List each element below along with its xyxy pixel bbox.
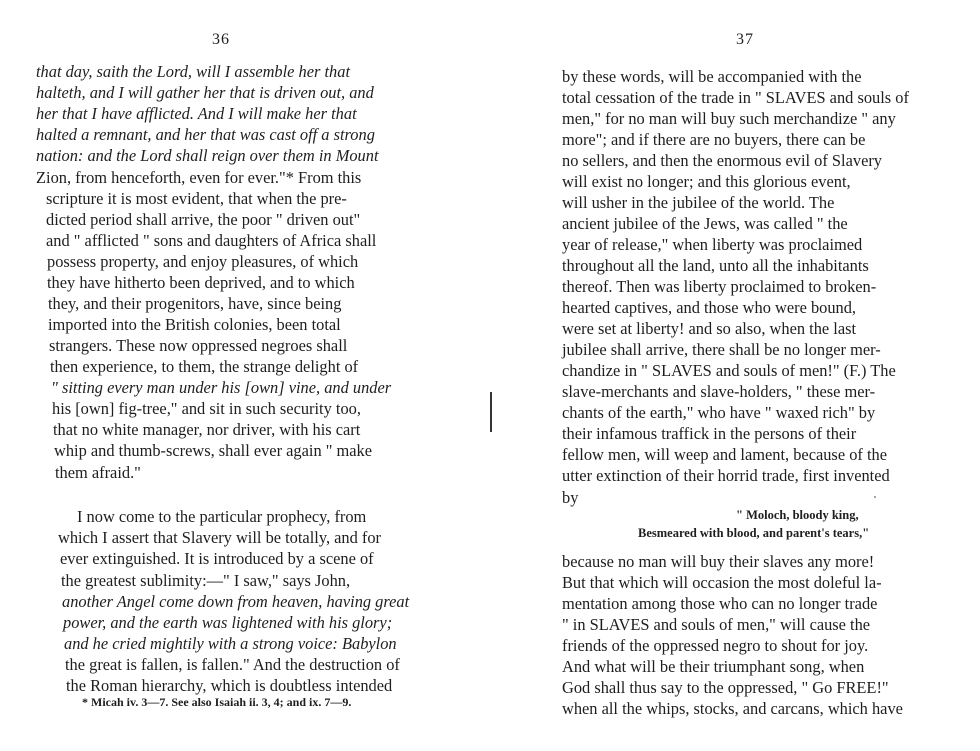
text-line: mentation among those who can no longer trade [562, 594, 878, 613]
text-line: men," for no man will buy such merchandize " any [562, 109, 896, 128]
text-line: no sellers, and then the enormous evil of Slavery [562, 151, 882, 170]
text-line: utter extinction of their horrid trade, first invented [562, 466, 890, 485]
text-line: they have hitherto been deprived, and to which [47, 273, 355, 292]
text-line: his [own] fig-tree," and sit in such security too, [52, 399, 361, 418]
text-line: ancient jubilee of the Jews, was called " the [562, 214, 848, 233]
text-line: halted a remnant, and her that was cast off a strong [36, 125, 375, 144]
text-line: power, and the earth was lightened with his glory; [63, 613, 393, 632]
text-line: hearted captives, and those who were bound, [562, 298, 857, 317]
text-line: friends of the oppressed negro to shout for joy. [562, 636, 869, 655]
text-line: fellow men, will weep and lament, because of the [562, 445, 887, 464]
text-line: I now come to the particular prophecy, from [77, 507, 367, 526]
text-line: because no man will buy their slaves any more! [562, 552, 875, 571]
paper-speck [874, 496, 876, 498]
text-line: slave-merchants and slave-holders, " these mer- [562, 382, 876, 401]
text-line: chants of the earth," who have " waxed rich" by [562, 403, 876, 422]
text-line: jubilee shall arrive, there shall be no longer mer- [562, 340, 881, 359]
right-page [490, 0, 980, 751]
text-line: they, and their progenitors, have, since being [48, 294, 342, 313]
text-line: the Roman hierarchy, which is doubtless intended [66, 676, 393, 695]
text-line: imported into the British colonies, been total [48, 315, 341, 334]
text-line: then experience, to them, the strange delight of [50, 357, 359, 376]
page-number: 37 [736, 31, 754, 48]
text-line: dicted period shall arrive, the poor " driven out" [46, 210, 361, 229]
text-line: chandize in " SLAVES and souls of men!" (F.) The [562, 361, 896, 380]
text-line: by these words, will be accompanied with the [562, 67, 862, 86]
text-line: God shall thus say to the oppressed, " Go FREE!" [562, 678, 889, 697]
text-line: But that which will occasion the most doleful la- [562, 573, 882, 592]
text-line: by [562, 488, 579, 507]
text-line: thereof. Then was liberty proclaimed to broken- [562, 277, 877, 296]
text-line: and " afflicted " sons and daughters of Africa shall [46, 231, 377, 250]
verse-quote-line: " Moloch, bloody king, [736, 508, 859, 522]
page-number: 36 [212, 31, 230, 48]
text-line: which I assert that Slavery will be totally, and for [58, 528, 382, 547]
text-line: the great is fallen, is fallen." And the destruction of [65, 655, 400, 674]
text-line: and he cried mightily with a strong voice: Babylon [64, 634, 397, 653]
text-line: their infamous traffick in the persons of their [562, 424, 857, 443]
text-line: " in SLAVES and souls of men," will cause the [562, 615, 871, 634]
text-line: halteth, and I will gather her that is driven out, and [36, 83, 374, 102]
footnote: * Micah iv. 3—7. See also Isaiah ii. 3, 4; and ix. 7—9. [82, 695, 352, 709]
text-line: nation: and the Lord shall reign over them in Mount [36, 146, 379, 165]
text-line: Zion, from henceforth, even for ever."* From this [36, 168, 362, 187]
text-line: scripture it is most evident, that when the pre- [46, 189, 347, 208]
text-line: strangers. These now oppressed negroes shall [49, 336, 348, 355]
text-line: possess property, and enjoy pleasures, of which [47, 252, 359, 271]
text-line: " sitting every man under his [own] vine, and under [51, 378, 392, 397]
text-line: And what will be their triumphant song, when [562, 657, 865, 676]
text-line: throughout all the land, unto all the inhabitants [562, 256, 869, 275]
text-line: total cessation of the trade in " SLAVES and souls of [562, 88, 909, 107]
text-line: another Angel come down from heaven, having great [62, 592, 410, 611]
text-line: the greatest sublimity:—" I saw," says John, [61, 571, 351, 590]
text-line: them afraid." [55, 463, 141, 482]
text-line: ever extinguished. It is introduced by a scene of [60, 549, 374, 568]
text-line: that day, saith the Lord, will I assemble her that [36, 62, 350, 81]
text-line: will usher in the jubilee of the world. The [562, 193, 835, 212]
text-line: whip and thumb-screws, shall ever again " make [54, 441, 373, 460]
text-line: that no white manager, nor driver, with his cart [53, 420, 361, 439]
text-line: more"; and if there are no buyers, there can be [562, 130, 866, 149]
text-line: were set at liberty! and so also, when the last [562, 319, 857, 338]
verse-quote-line: Besmeared with blood, and parent's tears," [638, 526, 870, 540]
text-line: her that I have afflicted. And I will make her that [36, 104, 357, 123]
text-line: year of release," when liberty was proclaimed [562, 235, 863, 254]
text-line: when all the whips, stocks, and carcans, which have [562, 699, 903, 718]
text-line: will exist no longer; and this glorious event, [562, 172, 851, 191]
